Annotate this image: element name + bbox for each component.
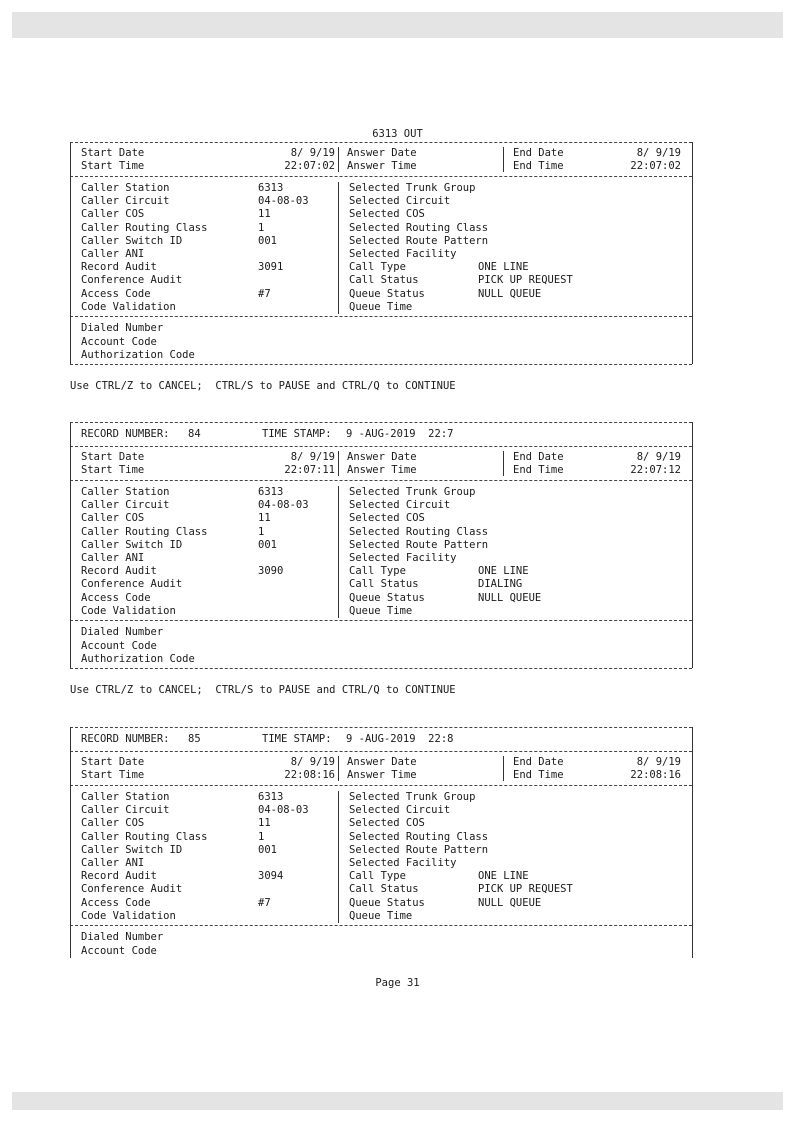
- end-date-label: End Date: [513, 147, 564, 159]
- vertical-border: [70, 142, 71, 364]
- right-field-label: Call Status: [349, 883, 419, 896]
- left-field-label: Code Validation: [81, 909, 176, 922]
- left-field-value: 04-08-03: [258, 195, 309, 208]
- left-field-value: 11: [258, 817, 271, 830]
- right-field-label: Queue Status: [349, 591, 425, 604]
- end-time: 22:07:12: [630, 464, 681, 476]
- vertical-border: [338, 451, 339, 476]
- start-date-label: Start Date: [81, 147, 145, 159]
- answer-date-label: Answer Date: [347, 451, 417, 463]
- left-field-label: Caller Station: [81, 182, 170, 194]
- left-field-value: 1: [258, 830, 265, 843]
- record-number: 85: [188, 733, 201, 745]
- right-field-label: Call Type: [349, 565, 406, 578]
- left-field-label: Caller Switch ID: [81, 538, 183, 551]
- right-field-label: Selected Routing Class: [349, 830, 489, 843]
- record-number-label: RECORD NUMBER:: [81, 733, 170, 745]
- dialed-field-label: Dialed Number: [81, 931, 164, 943]
- left-field-value: 3091: [258, 261, 284, 274]
- left-field-label: Caller Circuit: [81, 499, 170, 512]
- left-field-value: 6313: [258, 182, 284, 194]
- answer-date-label: Answer Date: [347, 147, 417, 159]
- dashed-divider: [70, 785, 692, 786]
- vertical-border: [692, 727, 693, 958]
- left-field-value: 3090: [258, 565, 284, 578]
- left-field-label: Record Audit: [81, 870, 157, 883]
- record-number: 84: [188, 428, 201, 440]
- start-time-label: Start Time: [81, 160, 145, 172]
- scan-bottom-band: [12, 1092, 783, 1110]
- dialed-field-label: Account Code: [81, 944, 157, 957]
- left-field-value: 11: [258, 208, 271, 221]
- left-field-value: 04-08-03: [258, 499, 309, 512]
- dashed-divider: [70, 925, 692, 926]
- vertical-border: [692, 422, 693, 668]
- time-stamp-label: TIME STAMP:: [262, 428, 332, 440]
- right-field-value: NULL QUEUE: [478, 896, 542, 909]
- vertical-border: [338, 486, 339, 618]
- vertical-border: [70, 727, 71, 958]
- start-date-label: Start Date: [81, 756, 145, 768]
- left-field-value: 6313: [258, 791, 284, 803]
- vertical-border: [338, 791, 339, 923]
- dashed-divider: [70, 668, 692, 669]
- left-field-label: Caller Switch ID: [81, 843, 183, 856]
- left-field-label: Caller ANI: [81, 248, 145, 260]
- left-field-label: Caller COS: [81, 208, 145, 221]
- start-time: 22:07:11: [284, 464, 335, 476]
- left-field-value: 001: [258, 538, 277, 551]
- record-number-label: RECORD NUMBER:: [81, 428, 170, 440]
- right-field-label: Selected Trunk Group: [349, 486, 476, 498]
- right-field-label: Selected Facility: [349, 552, 457, 564]
- left-field-value: 001: [258, 843, 277, 856]
- right-field-value: NULL QUEUE: [478, 591, 542, 604]
- scan-top-band: [12, 12, 783, 38]
- vertical-border: [338, 147, 339, 172]
- dialed-field-label: Dialed Number: [81, 626, 164, 638]
- left-field-label: Caller Circuit: [81, 195, 170, 208]
- right-field-label: Selected COS: [349, 208, 425, 221]
- left-field-label: Record Audit: [81, 261, 157, 274]
- answer-time-label: Answer Time: [347, 160, 417, 172]
- right-field-label: Call Status: [349, 274, 419, 287]
- dialed-field-label: Account Code: [81, 639, 157, 652]
- start-date-label: Start Date: [81, 451, 145, 463]
- right-field-value: PICK UP REQUEST: [478, 274, 573, 287]
- right-field-label: Call Type: [349, 870, 406, 883]
- right-field-value: ONE LINE: [478, 565, 529, 578]
- dialed-field-label: Account Code: [81, 335, 157, 348]
- dashed-divider: [70, 176, 692, 177]
- left-field-label: Code Validation: [81, 300, 176, 313]
- end-time: 22:07:02: [630, 160, 681, 172]
- dashed-divider: [70, 446, 692, 447]
- right-field-label: Selected Routing Class: [349, 525, 489, 538]
- dashed-divider: [70, 142, 692, 143]
- answer-time-label: Answer Time: [347, 769, 417, 781]
- end-time-label: End Time: [513, 464, 564, 476]
- left-field-label: Caller Station: [81, 486, 170, 498]
- vertical-border: [503, 451, 504, 476]
- right-field-label: Selected Circuit: [349, 804, 451, 817]
- right-field-label: Selected Circuit: [349, 499, 451, 512]
- dialed-field-label: Dialed Number: [81, 322, 164, 334]
- left-field-label: Caller ANI: [81, 857, 145, 869]
- left-field-value: 3094: [258, 870, 284, 883]
- answer-date-label: Answer Date: [347, 756, 417, 768]
- left-field-label: Caller COS: [81, 817, 145, 830]
- time-stamp: 9 -AUG-2019 22:7: [346, 428, 454, 440]
- right-field-label: Queue Time: [349, 909, 413, 922]
- footer-message: Use CTRL/Z to CANCEL; CTRL/S to PAUSE and CTRL/Q to CONTINUE: [70, 683, 456, 696]
- left-field-label: Conference Audit: [81, 883, 183, 896]
- dashed-divider: [70, 422, 692, 423]
- left-field-label: Conference Audit: [81, 274, 183, 287]
- left-field-label: Access Code: [81, 287, 151, 300]
- end-time: 22:08:16: [630, 769, 681, 781]
- dashed-divider: [70, 364, 692, 365]
- vertical-border: [503, 756, 504, 781]
- right-field-label: Selected Route Pattern: [349, 538, 489, 551]
- left-field-value: 04-08-03: [258, 804, 309, 817]
- right-field-label: Queue Status: [349, 287, 425, 300]
- left-field-label: Caller Circuit: [81, 804, 170, 817]
- dashed-divider: [70, 480, 692, 481]
- left-field-value: 6313: [258, 486, 284, 498]
- left-field-value: 1: [258, 221, 265, 234]
- left-field-label: Caller Routing Class: [81, 525, 208, 538]
- right-field-value: DIALING: [478, 578, 523, 591]
- left-field-value: #7: [258, 896, 271, 909]
- time-stamp-label: TIME STAMP:: [262, 733, 332, 745]
- start-time: 22:07:02: [284, 160, 335, 172]
- end-date: 8/ 9/19: [636, 756, 681, 768]
- right-field-label: Selected Route Pattern: [349, 234, 489, 247]
- right-field-label: Queue Time: [349, 300, 413, 313]
- left-field-label: Access Code: [81, 591, 151, 604]
- end-date-label: End Date: [513, 451, 564, 463]
- left-field-label: Code Validation: [81, 604, 176, 617]
- left-field-label: Record Audit: [81, 565, 157, 578]
- dashed-divider: [70, 751, 692, 752]
- left-field-label: Caller COS: [81, 512, 145, 525]
- right-field-value: ONE LINE: [478, 870, 529, 883]
- left-field-label: Conference Audit: [81, 578, 183, 591]
- dashed-divider: [70, 727, 692, 728]
- left-field-label: Caller ANI: [81, 552, 145, 564]
- right-field-label: Selected Facility: [349, 248, 457, 260]
- left-field-label: Caller Switch ID: [81, 234, 183, 247]
- right-field-value: ONE LINE: [478, 261, 529, 274]
- right-field-value: PICK UP REQUEST: [478, 883, 573, 896]
- dashed-divider: [70, 316, 692, 317]
- right-field-label: Selected Circuit: [349, 195, 451, 208]
- left-field-value: #7: [258, 287, 271, 300]
- vertical-border: [692, 142, 693, 364]
- right-field-label: Selected COS: [349, 817, 425, 830]
- left-field-label: Caller Routing Class: [81, 830, 208, 843]
- end-time-label: End Time: [513, 160, 564, 172]
- left-field-value: 11: [258, 512, 271, 525]
- right-field-value: NULL QUEUE: [478, 287, 542, 300]
- page-number: Page 31: [375, 977, 420, 989]
- right-field-label: Call Status: [349, 578, 419, 591]
- vertical-border: [338, 182, 339, 314]
- right-field-label: Selected Facility: [349, 857, 457, 869]
- start-time-label: Start Time: [81, 464, 145, 476]
- end-date: 8/ 9/19: [636, 451, 681, 463]
- left-field-value: 1: [258, 525, 265, 538]
- right-field-label: Selected Trunk Group: [349, 791, 476, 803]
- right-field-label: Call Type: [349, 261, 406, 274]
- left-field-label: Caller Station: [81, 791, 170, 803]
- dialed-field-label: Authorization Code: [81, 653, 195, 665]
- start-date: 8/ 9/19: [290, 451, 335, 463]
- left-field-label: Access Code: [81, 896, 151, 909]
- right-field-label: Selected Route Pattern: [349, 843, 489, 856]
- right-field-label: Selected Routing Class: [349, 221, 489, 234]
- end-date-label: End Date: [513, 756, 564, 768]
- start-time: 22:08:16: [284, 769, 335, 781]
- vertical-border: [70, 422, 71, 668]
- dialed-field-label: Authorization Code: [81, 349, 195, 361]
- answer-time-label: Answer Time: [347, 464, 417, 476]
- footer-message: Use CTRL/Z to CANCEL; CTRL/S to PAUSE and CTRL/Q to CONTINUE: [70, 379, 456, 392]
- start-date: 8/ 9/19: [290, 147, 335, 159]
- vertical-border: [503, 147, 504, 172]
- end-time-label: End Time: [513, 769, 564, 781]
- right-field-label: Selected Trunk Group: [349, 182, 476, 194]
- right-field-label: Queue Status: [349, 896, 425, 909]
- record-title: 6313 OUT: [372, 128, 423, 140]
- dashed-divider: [70, 620, 692, 621]
- right-field-label: Selected COS: [349, 512, 425, 525]
- start-time-label: Start Time: [81, 769, 145, 781]
- left-field-label: Caller Routing Class: [81, 221, 208, 234]
- left-field-value: 001: [258, 234, 277, 247]
- vertical-border: [338, 756, 339, 781]
- time-stamp: 9 -AUG-2019 22:8: [346, 733, 454, 745]
- start-date: 8/ 9/19: [290, 756, 335, 768]
- right-field-label: Queue Time: [349, 604, 413, 617]
- end-date: 8/ 9/19: [636, 147, 681, 159]
